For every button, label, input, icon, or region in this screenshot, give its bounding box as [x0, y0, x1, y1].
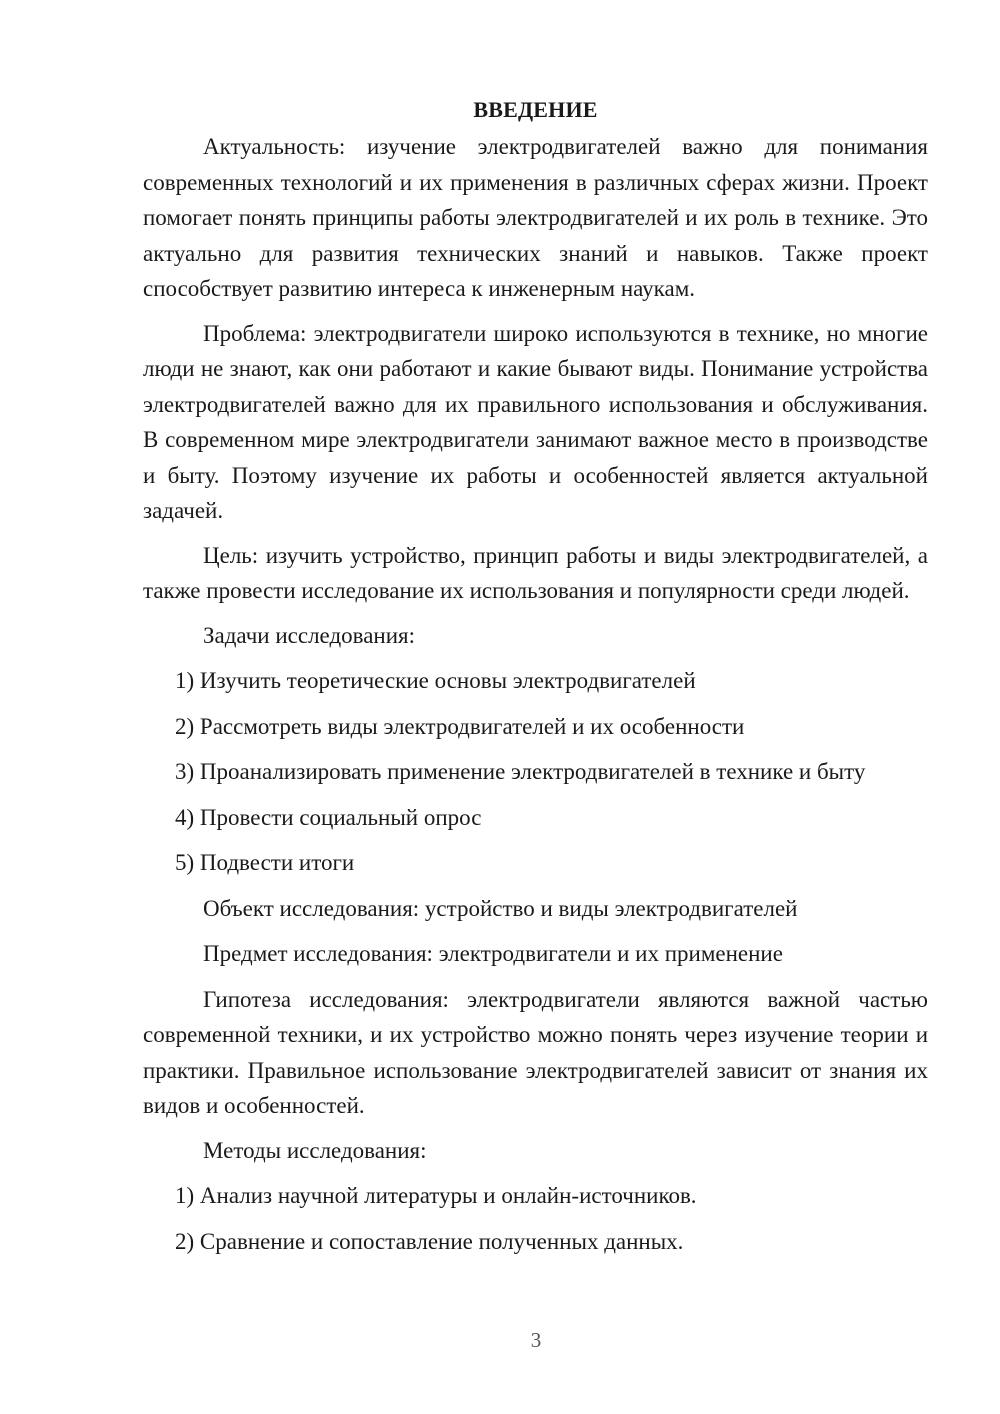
list-item: 1) Анализ научной литературы и онлайн-источников.: [175, 1183, 697, 1208]
relevance-paragraph: Актуальность: изучение электродвигателей важно для понимания современных технологий и их применения в различных сферах жизни. Проект помогает понять принципы работы электродвигателей и их роль в технике. Это актуально для развития технических знаний и навыков. Также проект способствует развитию интереса к инженерным наукам.: [143, 134, 928, 301]
page-content: [143, 92, 928, 1269]
section-heading: ВВЕДЕНИЕ: [473, 97, 598, 122]
hypothesis-paragraph: Гипотеза исследования: электродвигатели являются важной частью современной техники, и их устройство можно понять через изучение теории и практики. Правильное использование электродвигателей зависит от знания их видов и особенностей.: [143, 986, 928, 1118]
list-item: 5) Подвести итоги: [175, 850, 355, 875]
tasks-list: [143, 663, 928, 881]
list-item: 2) Сравнение и сопоставление полученных данных.: [175, 1228, 684, 1254]
list-item: 1) Изучить теоретические основы электродвигателей: [175, 668, 696, 693]
object-paragraph: Объект исследования: устройство и виды электродвигателей: [203, 895, 798, 921]
subject-paragraph: Предмет исследования: электродвигатели и их применение: [203, 941, 783, 966]
methods-list: [143, 1178, 928, 1259]
list-item: 2) Рассмотреть виды электродвигателей и их особенности: [175, 713, 745, 739]
aim-paragraph: Цель: изучить устройство, принцип работы и виды электродвигателей, а также провести исследование их использования и популярности среди людей.: [143, 542, 928, 603]
list-item: 4) Провести социальный опрос: [175, 804, 482, 830]
tasks-label: Задачи исследования:: [203, 622, 416, 648]
page-number: 3: [530, 1328, 542, 1352]
methods-label: Методы исследования:: [203, 1137, 427, 1163]
list-item: 3) Проанализировать применение электродвигателей в технике и быту: [175, 759, 866, 784]
problem-paragraph: Проблема: электродвигатели широко используются в технике, но многие люди не знают, как они работают и какие бывают виды. Понимание устройства электродвигателей важно для их правильного использования и обслуживания. В современном мире электродвигатели занимают важное место в производстве и быту. Поэтому изучение их работы и особенностей является актуальной задачей.: [143, 320, 928, 523]
